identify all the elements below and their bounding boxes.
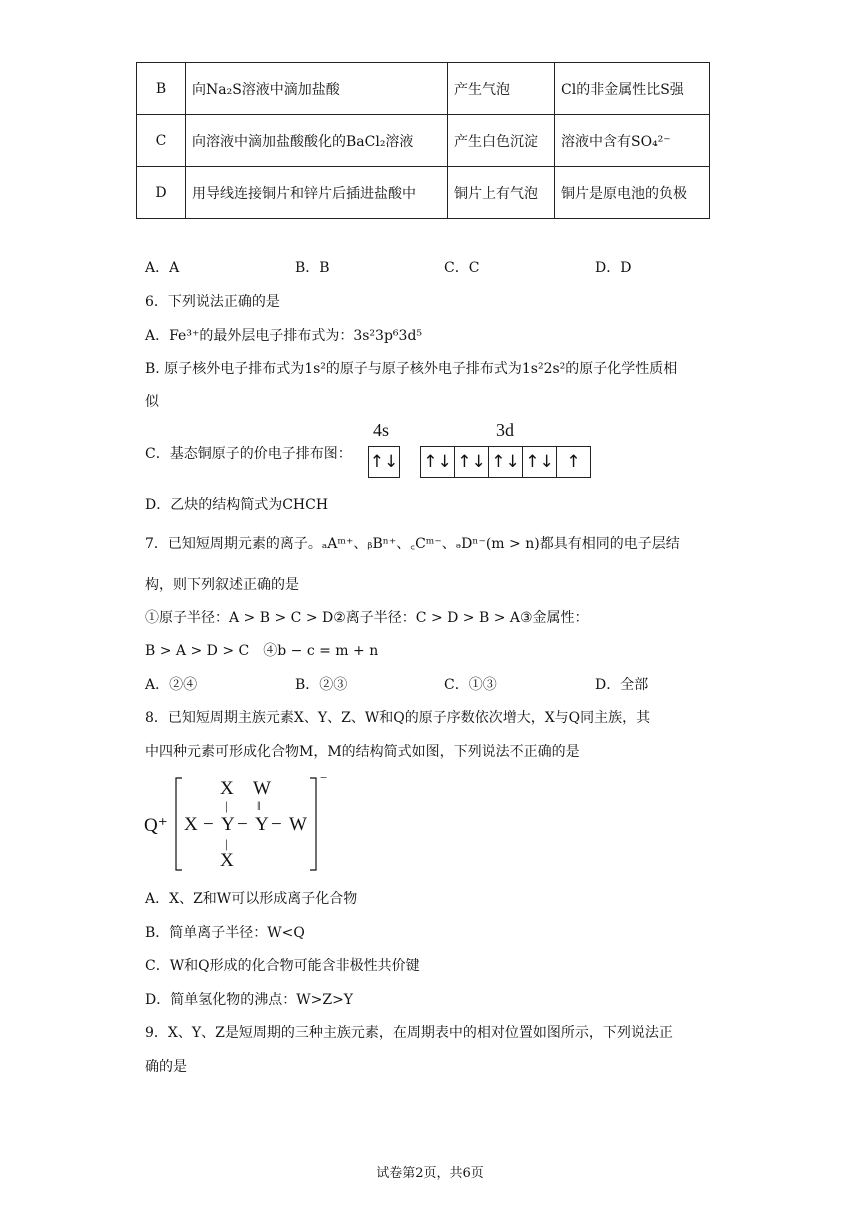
atom-x-top: X [220, 778, 234, 799]
atom-w-top: W [253, 778, 271, 799]
row-id: D [137, 167, 186, 219]
operation-cell: 向Na₂S溶液中滴加盐酸 [186, 63, 448, 115]
orbital-box: ↑↓ [454, 446, 489, 478]
operation-cell: 用导线连接铜片和锌片后插进盐酸中 [186, 167, 448, 219]
bond-vertical: | [225, 798, 228, 813]
q8-option-a: A．X、Z和W可以形成离子化合物 [145, 891, 358, 907]
bond-single: − [203, 814, 214, 835]
q6-option-c: C．基态铜原子的价电子排布图： [145, 446, 352, 462]
q5-option-c: C．C [444, 260, 480, 276]
orbital-box: ↑↓ [420, 446, 455, 478]
experiment-table [136, 62, 710, 219]
orbital-box: ↑↓ [522, 446, 557, 478]
q6-option-b-line2: 似 [145, 394, 159, 410]
structure-formula [144, 770, 334, 876]
orbital-box: ↑↓ [488, 446, 523, 478]
atom-y-2: Y [255, 814, 269, 835]
q7-line4: B > A > D > C ④b − c = m + n [145, 643, 379, 659]
q9-stem-line2: 确的是 [145, 1059, 187, 1075]
q7-option-c: C．①③ [444, 677, 497, 693]
orbital-3d-boxes [420, 446, 591, 478]
table-row [137, 63, 710, 115]
phenomenon-cell: 产生气泡 [448, 63, 555, 115]
q8-stem-line1: 8．已知短周期主族元素X、Y、Z、W和Q的原子序数依次增大，X与Q同主族，其 [145, 710, 651, 726]
atom-w-right: W [289, 814, 307, 835]
table-row [137, 167, 710, 219]
orbital-box: ↑ [556, 446, 591, 478]
q8-option-b: B．简单离子半径：W<Q [145, 925, 305, 941]
q7-option-a: A．②④ [145, 677, 198, 693]
page-footer: 试卷第2页，共6页 [376, 1166, 484, 1181]
row-id: B [137, 63, 186, 115]
q5-option-d: D．D [595, 260, 632, 276]
conclusion-cell: 铜片是原电池的负极 [555, 167, 710, 219]
q7-stem-line2: 构，则下列叙述正确的是 [145, 577, 299, 593]
q7-option-d: D．全部 [595, 677, 649, 693]
q5-option-b: B．B [295, 260, 330, 276]
orbital-4s-box [368, 446, 400, 478]
q9-stem-line1: 9．X、Y、Z是短周期的三种主族元素，在周期表中的相对位置如图所示，下列说法正 [145, 1025, 673, 1041]
q7-stem-line1: 7．已知短周期元素的离子。ₐAᵐ⁺、ᵦBⁿ⁺、꜀Cᵐ⁻、ₔDⁿ⁻(m > n)都具有相同的电子层结 [145, 536, 680, 552]
conclusion-cell: Cl的非金属性比S强 [555, 63, 710, 115]
q7-option-b: B．②③ [295, 677, 348, 693]
phenomenon-cell: 产生白色沉淀 [448, 115, 555, 167]
phenomenon-cell: 铜片上有气泡 [448, 167, 555, 219]
row-id: C [137, 115, 186, 167]
orbital-label-3d: 3d [496, 420, 514, 440]
orbital-label-4s: 4s [373, 420, 390, 440]
orbital-box: ↑↓ [368, 446, 400, 478]
q6-option-d: D．乙炔的结构简式为CHCH [145, 497, 329, 513]
q6-stem: 6．下列说法正确的是 [145, 294, 280, 310]
q8-option-c: C．W和Q形成的化合物可能含非极性共价键 [145, 958, 420, 974]
q8-stem-line2: 中四种元素可形成化合物M，M的结构简式如图，下列说法不正确的是 [145, 744, 580, 760]
bond-single: − [237, 814, 248, 835]
charge-label: − [320, 770, 328, 785]
q6-option-a: A．Fe³⁺的最外层电子排布式为：3s²3p⁶3d⁵ [145, 328, 423, 344]
table-row [137, 115, 710, 167]
conclusion-cell: 溶液中含有SO₄²⁻ [555, 115, 710, 167]
operation-cell: 向溶液中滴加盐酸酸化的BaCl₂溶液 [186, 115, 448, 167]
atom-x-left: X [184, 814, 198, 835]
q8-option-d: D．简单氢化物的沸点：W>Z>Y [145, 992, 354, 1008]
bond-single: − [271, 814, 282, 835]
q7-line3: ①原子半径：A > B > C > D②离子半径：C > D > B > A③金属性： [145, 610, 589, 626]
q6-option-b-line1: B. 原子核外电子排布式为1s²的原子与原子核外电子排布式为1s²2s²的原子化学性质相 [145, 361, 678, 377]
cation-label: Q⁺ [144, 815, 168, 836]
bond-vertical: | [225, 836, 228, 851]
atom-y-1: Y [221, 814, 235, 835]
atom-x-bottom: X [220, 850, 234, 871]
q5-option-a: A．A [145, 260, 180, 276]
bond-double: ‖ [257, 798, 261, 813]
